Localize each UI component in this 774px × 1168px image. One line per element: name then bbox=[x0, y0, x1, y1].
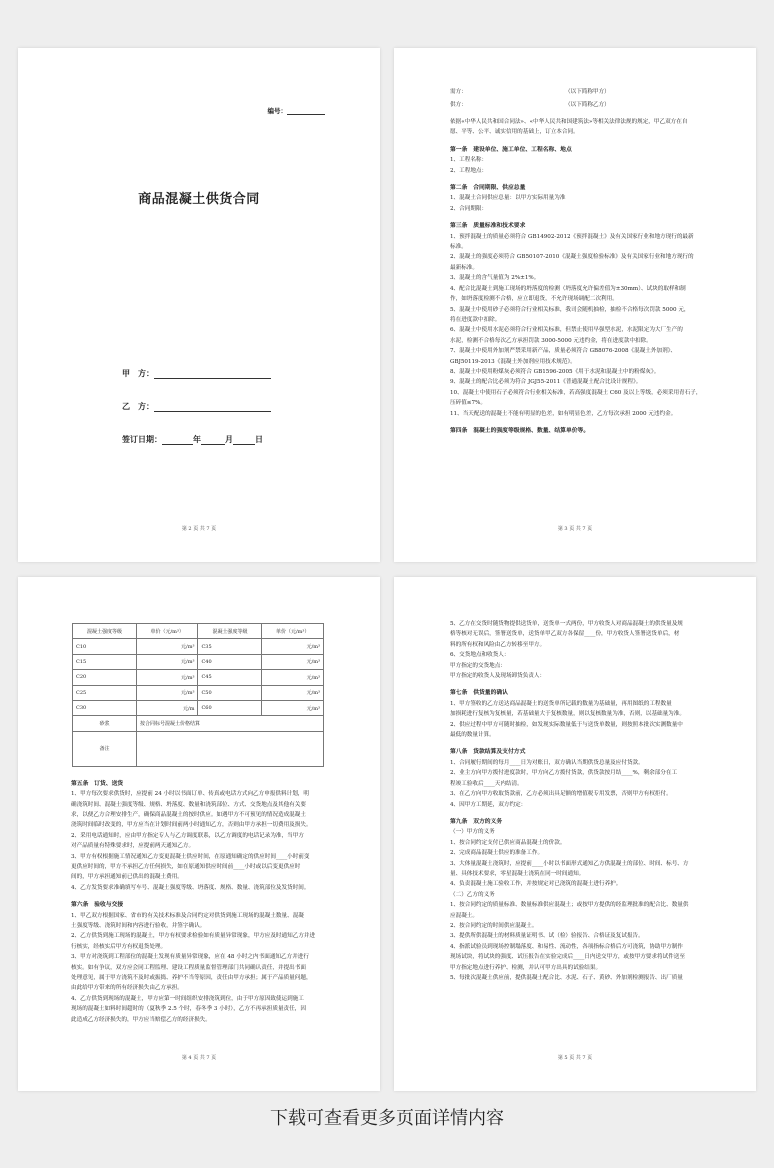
body-line: 确浇筑时间、混凝土强度等级、规格、坍落度、数量和浇筑部位、方式、交货地点及其他有关要 bbox=[71, 801, 306, 808]
body-line: 1、工程名称： bbox=[450, 157, 488, 164]
body-line: 甲方指定的收货人及现场卸货负责人： bbox=[450, 673, 546, 680]
body-line: 由此给甲方带来的所有经济损失由乙方承担。 bbox=[71, 985, 183, 992]
body-line: 甲方指定的交货地点： bbox=[450, 662, 506, 669]
body-line: 水泥，检测不合格每次乙方承担罚款 3000-5000 元违约金，将在进度款中扣除。 bbox=[450, 337, 652, 344]
table-cell: 元/m³ bbox=[136, 639, 198, 654]
table-header: 单价（元/m³） bbox=[136, 624, 198, 639]
download-banner[interactable]: 下载可查看更多页面详情内容 bbox=[270, 1108, 504, 1129]
body-line: 7、混凝土中使用外加剂严禁采用新产品，质量必须符合 GB8076-2008《混凝土外加剂》、 bbox=[450, 348, 677, 355]
body-line: 1、甲乙双方根据国家、省市的有关技术标准及合同约定对供货到施工现场的混凝土数量、混凝 bbox=[71, 912, 304, 919]
body-line: 5、混凝土中使用砂子必须符合行业相关标准，我司会随机抽检，抽检不合格每次罚款 5000 元， bbox=[450, 306, 690, 313]
table-cell: C30 bbox=[73, 700, 137, 715]
body-line: 现场的混凝土如料时间超时的（夏秋季 2.5 个时，春冬季 3 小时），乙方不再承担质量责任，因 bbox=[71, 1006, 306, 1013]
body-line: 愿、平等、公平、诚实信用的基础上，订立本合同。 bbox=[450, 129, 579, 136]
body-line: 2、业主方向甲方拨付进度款时，甲方向乙方拨付货款，供货款按月结____%，剩余部分在工 bbox=[450, 770, 678, 777]
body-line: （二）乙方的义务 bbox=[450, 891, 495, 898]
table-cell: C10 bbox=[73, 639, 137, 654]
table-row: 砂浆 按合同标号混凝土价格结算 bbox=[73, 716, 324, 731]
body-line: 加损耗进行复核为复核量，若基础量大于复核数量，则以复核数量为准，否则，以基础量为准。 bbox=[450, 711, 685, 718]
section-heading: 第六条 验收与交接 bbox=[71, 902, 124, 909]
body-line: 4、乙方发货要求准确填写车号、混凝土强度等级、坍落度、规格、数量、浇筑部位及发货时间。 bbox=[71, 884, 310, 891]
body-line: 1、按合同约定支付已供应商品混凝土的价款。 bbox=[450, 839, 566, 846]
page-number: 第 2 页 共 7 页 bbox=[181, 526, 217, 532]
body-line: 3、甲方对浇筑到工程部位的混凝土发现有质量异常现象，应在 48 小时之内书面通知乙方并进行 bbox=[71, 954, 309, 961]
body-line: 求，以便乙方合理安排生产，确保商品混凝土的按时供应。如遇甲方不可预见的情况造成混凝土 bbox=[71, 811, 306, 818]
table-row bbox=[73, 639, 324, 654]
page-cover bbox=[18, 48, 380, 562]
body-line: 甲方指定地点进行养护、检测，并认可甲方出具的试验结果。 bbox=[450, 964, 602, 971]
party-a-line: 甲 方： bbox=[122, 368, 271, 379]
body-line: 作，如坍落度检测不合格，应立即退货，不允许现场调配二次利用。 bbox=[450, 296, 618, 303]
table-cell: 元/m³ bbox=[262, 639, 324, 654]
table-cell: 元/m³ bbox=[136, 685, 198, 700]
seller-row: 供方： （以下简称乙方） bbox=[450, 102, 610, 108]
sign-date-line: 签订日期： 年 月 日 bbox=[122, 434, 263, 444]
section-heading: 第九条 双方的义务 bbox=[450, 818, 503, 825]
table-cell: 元/m bbox=[136, 700, 198, 715]
body-line: 最低的数量计算。 bbox=[450, 732, 495, 739]
body-line: 5、每批次混凝土供应前，提供混凝土配合比、水泥、石子、黄砂、外加剂检测报告、出厂质量 bbox=[450, 975, 683, 981]
buyer-row: 需方： （以下简称甲方） bbox=[450, 89, 610, 95]
body-line: 6、混凝土中使用水泥必须符合行业相关标准，但禁止使用早强型水泥，水泥限定为大厂生产的 bbox=[450, 327, 683, 334]
body-line: 量、具体技术要求，零星混凝土浇筑在同一时间通知。 bbox=[450, 870, 585, 877]
body-line: 2、按合同约定的时间供应混凝土。 bbox=[450, 922, 538, 929]
section-heading: 第五条 订货、送货 bbox=[71, 780, 124, 787]
page-number: 第 4 页 共 7 页 bbox=[181, 1055, 217, 1061]
body-line: 4、乙方供货到现场的混凝土，甲方应第一时间组织安排浇筑到位，由于甲方原因致使运到施工 bbox=[71, 995, 304, 1002]
body-line: 4、配合比混凝土到施工现场的坍落度的检测（坍落度允许偏差值为±30mm）、试块的取样和制 bbox=[450, 285, 686, 292]
body-line: 2、供应过程中甲方可随时抽检，如发现实际数量低于与送货单数量，则按照本批次实测数量中 bbox=[450, 721, 683, 728]
body-line: 更供应时间的，甲方不承担乙方任何损失，如在原通知供应时间前____小时或以后变更供应时 bbox=[71, 863, 301, 870]
body-line: 对产品质量有特殊要求时，应提前两天通知乙方。 bbox=[71, 843, 195, 850]
table-cell: C35 bbox=[198, 639, 262, 654]
page-terms-2 bbox=[18, 577, 380, 1091]
contract-body bbox=[71, 779, 344, 1025]
serial-underline bbox=[287, 114, 325, 115]
body-line: 核实。如有争议，双方应会同工程监理、建设工程质量监督管理部门共同确认责任，并提出书面 bbox=[71, 964, 306, 971]
body-line: 4、负责混凝土施工验收工作，并按规定对已浇筑的混凝土进行养护。 bbox=[450, 881, 622, 888]
body-line: 1、甲方每次要求供货时，应提前 24 小时以书面订单、传真或电话方式向乙方申报供料计划，明 bbox=[71, 791, 309, 798]
body-line: 压碎值≤7%。 bbox=[450, 400, 486, 407]
page-terms-1 bbox=[394, 48, 756, 562]
body-line: （一）甲方的义务 bbox=[450, 829, 495, 836]
body-line: 9、混凝土的配合比必须为符合 JGJ55-2011《普通混凝土配合比设计规程》。 bbox=[450, 379, 642, 386]
table-row bbox=[73, 685, 324, 700]
body-line: 3、甲方有权根据施工情况通知乙方变更混凝土供应时间，在原通知确定的供应时间____小时前变 bbox=[71, 853, 310, 860]
section-heading: 第二条 合同期限、供应总量 bbox=[450, 185, 526, 192]
body-line: 处理意见，属于甲方浇筑不及时或振捣、养护不当等原因，责任由甲方承担；属于产品质量问题， bbox=[71, 975, 312, 982]
body-line: 2、工程地点： bbox=[450, 167, 488, 174]
body-line: 格等核对无误后，签署送货单，送货单甲乙双方各保留____份，甲方收货人签署送货单后，材 bbox=[450, 631, 680, 638]
body-line: 程竣工验收后____天内结清。 bbox=[450, 780, 523, 787]
table-cell: 元/m³ bbox=[136, 670, 198, 685]
table-row bbox=[73, 670, 324, 685]
body-line: 2、采用电话通知时，应由甲方指定专人与乙方调度联系，以乙方调度的电话记录为准，当甲方 bbox=[71, 832, 304, 839]
body-line: 行核实，经核实后甲方有权退货处理。 bbox=[71, 943, 167, 950]
body-line: 依据«中华人民共和国合同法»、«中华人民共和国建筑法»等相关法律法规的规定，甲乙双方在自 bbox=[450, 119, 688, 125]
page-title: 商品混凝土供货合同 bbox=[138, 192, 260, 207]
table-cell: 元/m³ bbox=[262, 670, 324, 685]
price-table bbox=[72, 623, 324, 767]
body-line: 浇筑时间临时改变的，甲方应当在计划时间前两小时通知乙方，否则由甲方承担一切费用及损失。 bbox=[71, 822, 312, 829]
body-line: 1、混凝土合同供应总量：以甲方实际用量为准 bbox=[450, 195, 566, 202]
section-heading: 第三条 质量标准和技术要求 bbox=[450, 223, 526, 230]
table-cell: C45 bbox=[198, 670, 262, 685]
table-row bbox=[73, 700, 324, 715]
section-heading: 第一条 建设单位、施工单位、工程名称、地点 bbox=[450, 146, 572, 153]
table-cell: C20 bbox=[73, 670, 137, 685]
table-header: 单价（元/m³） bbox=[262, 624, 324, 639]
contract-body bbox=[450, 117, 732, 436]
body-line: 应混凝土。 bbox=[450, 912, 478, 919]
table-cell: C50 bbox=[198, 685, 262, 700]
table-cell: 元/m³ bbox=[262, 700, 324, 715]
table-row: 备注 bbox=[73, 731, 324, 766]
body-line: 1、预拌混凝土的质量必须符合 GB14902-2012《预拌混凝土》及有关国家行业和地方现行的最新 bbox=[450, 233, 694, 240]
body-line: 5、乙方在交货时随货物提供送货单，送货单一式两份，甲方收货人对商品混凝土的供货量及规 bbox=[450, 621, 683, 627]
body-line: 8、混凝土中使用粉煤灰必须符合 GB1596-2005《用于水泥和混凝土中的粉煤灰》。 bbox=[450, 368, 660, 375]
body-line: 此造成乙方经济损失的，甲方应当赔偿乙方的经济损失。 bbox=[71, 1016, 211, 1023]
body-line: 1、甲方签收的乙方送达商品混凝土的送货单所记载的数量为基础量，再用图纸的工程数量 bbox=[450, 700, 672, 707]
body-line: 3、混凝土的含气量值为 2%±1%。 bbox=[450, 275, 540, 282]
body-line: 4、因甲方工期延，双方约定： bbox=[450, 801, 527, 808]
body-line: 10、混凝土中使用石子必须符合行业相关标准，若高强度混凝土 C60 及以上等级，必须采用青石子， bbox=[450, 389, 702, 396]
table-header: 混凝土强度等级 bbox=[73, 624, 137, 639]
party-b-line: 乙 方： bbox=[122, 401, 271, 412]
body-line: 2、合同期限： bbox=[450, 205, 488, 212]
body-line: 2、完成商品混凝土供应的准备工作。 bbox=[450, 850, 544, 857]
table-cell: C15 bbox=[73, 654, 137, 669]
body-line: 4、指派试验员到现场控制塌落度、和易性、流动性，各项指标合格后方可浇筑，协助甲方制作 bbox=[450, 943, 683, 950]
table-cell: C40 bbox=[198, 654, 262, 669]
page-terms-3 bbox=[394, 577, 756, 1091]
body-line: 2、乙方供货到施工现场的混凝土，甲方有权要求检验如有质量异常现象，甲方应及时通知乙方并进 bbox=[71, 933, 316, 940]
table-header: 混凝土强度等级 bbox=[198, 624, 262, 639]
table-cell: 元/m³ bbox=[136, 654, 198, 669]
section-heading: 第八条 货款结算及支付方式 bbox=[450, 749, 526, 756]
body-line: 料的所有权和风险由乙方转移至甲方。 bbox=[450, 641, 546, 648]
table-cell: C60 bbox=[198, 700, 262, 715]
body-line: GBJ50119-2013《混凝土外加剂应用技术规范》。 bbox=[450, 358, 576, 365]
table-header-row bbox=[73, 624, 324, 639]
body-line: 现场试块，将试块的强度、试压报告在实验完成后____日内送交甲方，或按甲方要求将试件送至 bbox=[450, 954, 685, 961]
section-heading: 第四条 混凝土的强度等级规格、数量、结算单价等。 bbox=[450, 427, 590, 434]
section-heading: 第七条 供货量的确认 bbox=[450, 690, 508, 697]
body-line: 11、当天配送的混凝土不能有明显的色差，如有明显色差，乙方每次承担 2000 元违约金。 bbox=[450, 410, 677, 417]
contract-body bbox=[450, 619, 732, 983]
body-line: 标准。 bbox=[450, 244, 467, 251]
body-line: 1、合同履行期间的每月____日为对账日，双方确认当期供货总量及应付货款。 bbox=[450, 759, 644, 766]
page-number: 第 5 页 共 7 页 bbox=[557, 1055, 593, 1061]
body-line: 3、在乙方向甲方收取货款前，乙方必须出具足额的增值税专用发票，否则甲方有权拒付。 bbox=[450, 791, 672, 798]
body-line: 间的，甲方承担通知前已供出的混凝土费用。 bbox=[71, 874, 183, 881]
body-line: 3、提供所供混凝土的材料质量证明书、试（检）验报告、合格证及复试报告。 bbox=[450, 933, 644, 940]
body-line: 最新标准。 bbox=[450, 264, 478, 271]
body-line: 将在进度款中扣除。 bbox=[450, 316, 501, 323]
page-number: 第 3 页 共 7 页 bbox=[557, 526, 593, 532]
body-line: 1、按合同约定的质量标准、数量标准供应混凝土；或按甲方提供的经监理批准的配合比、数量供 bbox=[450, 902, 689, 909]
table-row bbox=[73, 654, 324, 669]
body-line: 3、大体量混凝土浇筑时，应提前____小时以书面形式通知乙方供混凝土的部位、时间、标号、方 bbox=[450, 860, 689, 867]
table-cell: 元/m³ bbox=[262, 654, 324, 669]
table-cell: 元/m³ bbox=[262, 685, 324, 700]
body-line: 2、混凝土的强度必须符合 GB50107-2010《混凝土强度检验标准》及有关国家行业和地方现行的 bbox=[450, 254, 694, 261]
body-line: 6、交货地点和收货人： bbox=[450, 652, 510, 659]
table-cell: C25 bbox=[73, 685, 137, 700]
body-line: 土强度等级、浇筑时间和内容进行验收，并签字确认。 bbox=[71, 923, 206, 930]
serial-number: 编号： bbox=[268, 106, 326, 115]
